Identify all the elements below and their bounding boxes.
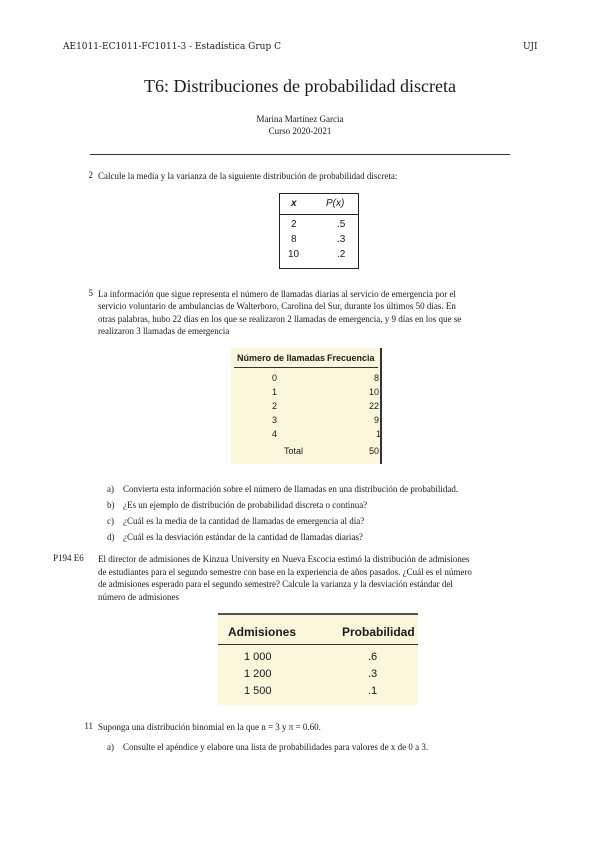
col-header-probability: Probabilidad: [342, 625, 415, 639]
sub-item-text: Convierta esta información sobre el número de llamadas en una distribución de probabilidad.: [123, 484, 459, 494]
sub-item-text: Consulte el apéndice y elabore una lista de probabilidades para valores de x de 0 a 3.: [123, 742, 429, 752]
table-cell: .5: [337, 219, 346, 230]
question-2-text: Calcule la media y la varianza de la siguiente distribución de probabilidad discreta:: [98, 171, 398, 181]
col-header-admissions: Admisiones: [228, 625, 297, 639]
running-header-left: AE1011-EC1011-FC1011-3 - Estadística Grup C: [63, 42, 281, 52]
table-cell: .1: [368, 685, 378, 697]
question-p194-line: número de admisiones: [98, 592, 179, 602]
table-cell: 10: [288, 249, 300, 260]
running-header-right: UJI: [523, 42, 538, 52]
table-cell: 1 200: [244, 668, 272, 680]
frequency-table-q5: [231, 348, 382, 464]
table-cell: .3: [337, 234, 346, 245]
table-cell: .6: [368, 651, 378, 663]
question-5-line: realizaron 3 llamadas de emergencia: [98, 326, 230, 336]
author: Marina Martínez Garcia: [256, 114, 344, 124]
question-5-line: servicio voluntario de ambulancias de Walterboro, Carolina del Sur, durante los últimos 50 días. En: [98, 301, 456, 311]
page-title: T6: Distribuciones de probabilidad discreta: [144, 76, 456, 96]
question-5-line: La información que sigue representa el número de llamadas diarias al servicio de emergencia por el: [98, 289, 456, 299]
table-cell: 0: [272, 373, 278, 383]
table-cell: 1 500: [244, 685, 272, 697]
sub-item-text: ¿Cuál es la media de la cantidad de llamadas de emergencia al día?: [123, 516, 365, 526]
table-cell: 22: [369, 401, 380, 411]
question-5-number: 5: [88, 288, 93, 298]
col-header-calls: Número de llamadas: [237, 353, 326, 363]
table-cell: 3: [272, 415, 278, 425]
question-5-line: otras palabras, hubo 22 días en los que se realizaron 2 llamadas de emergencia, y 9 días en los que se: [98, 314, 462, 324]
table-cell: 1 000: [244, 651, 272, 663]
table-cell: 2: [272, 401, 278, 411]
table-cell: 8: [291, 234, 297, 245]
table-header: [280, 194, 358, 215]
table-cell: 8: [374, 373, 380, 383]
question-p194-line: El director de admisiones de Kinzua University en Nueva Escocia estimó la distribución de admisiones: [98, 554, 470, 564]
sub-item-label: c): [107, 516, 114, 526]
sub-item-label: d): [107, 532, 115, 542]
total-label: Total: [284, 446, 304, 456]
table-cell: .3: [368, 668, 378, 680]
col-header-frequency: Frecuencia: [327, 353, 375, 363]
total-value: 50: [369, 446, 380, 456]
question-11-text: Suponga una distribución binomial en la que n = 3 y π = 0.60.: [98, 722, 321, 732]
sub-item-label: a): [107, 742, 114, 752]
sub-item-label: b): [107, 500, 115, 510]
table-cell: 1: [272, 387, 278, 397]
question-p194-number: P194 E6: [53, 553, 84, 563]
table-cell: .2: [337, 249, 346, 260]
header-rule: [234, 367, 378, 368]
probability-table-q2: [279, 193, 359, 269]
question-p194-line: de admisiones esperado para el segundo semestre? Calcule la varianza y la desviación estándar del: [98, 579, 453, 589]
admissions-table: [218, 613, 418, 705]
table-cell: 2: [291, 219, 297, 230]
sub-item-text: ¿Cuál es la desviación estándar de la cantidad de llamadas diarias?: [123, 532, 363, 542]
table-cell: 4: [272, 429, 278, 439]
table-cell: 1: [376, 429, 382, 439]
question-2-number: 2: [88, 170, 93, 180]
col-header-x: x: [291, 198, 297, 209]
course-year: Curso 2020-2021: [268, 126, 332, 136]
table-cell: 10: [369, 387, 380, 397]
question-11-number: 11: [84, 721, 93, 731]
header-rule: [218, 644, 418, 645]
table-cell: 9: [374, 415, 380, 425]
sub-item-label: a): [107, 484, 114, 494]
question-p194-line: de estudiantes para el segundo semestre con base en la experiencia de años pasados. ¿Cuál es el número: [98, 567, 472, 577]
sub-item-text: ¿Es un ejemplo de distribución de probabilidad discreta o continua?: [123, 500, 368, 510]
col-header-px: P(x): [326, 198, 345, 209]
title-divider: [90, 154, 510, 155]
